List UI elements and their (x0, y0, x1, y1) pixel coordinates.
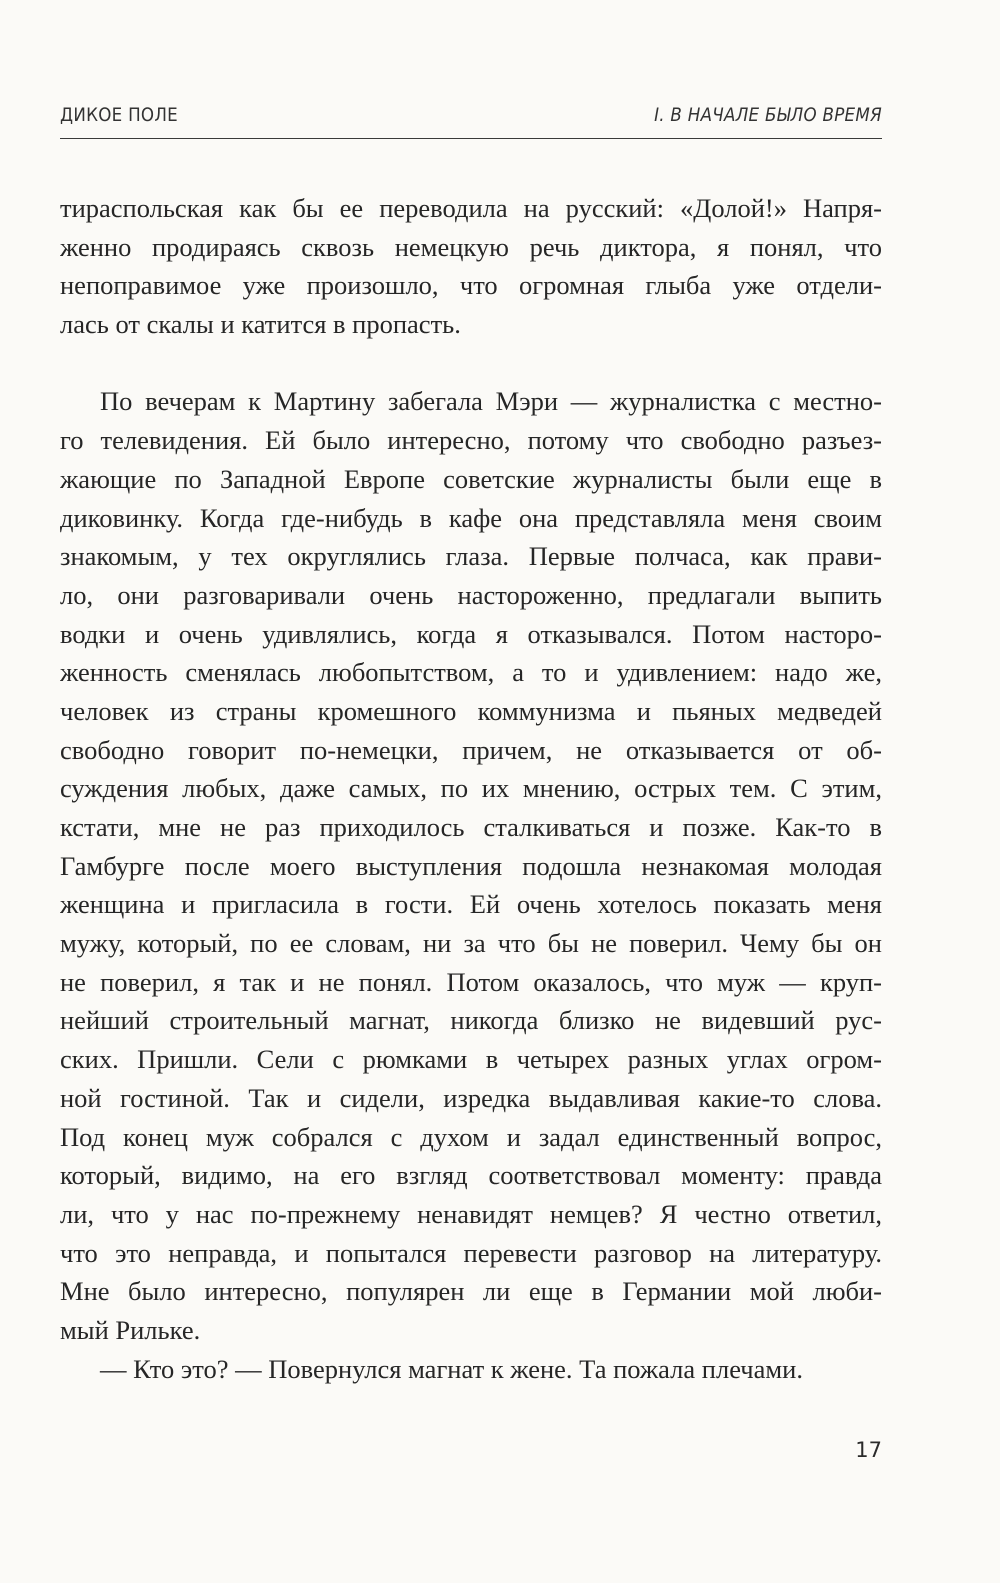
text-line: тираспольская как бы ее переводила на русский: «Долой!» Напря- (60, 193, 882, 223)
chapter-title: I. В НАЧАЛЕ БЫЛО ВРЕМЯ (654, 104, 882, 126)
text-line: женность сменялась любопытством, а то и удивлением: надо же, (60, 657, 882, 688)
text-line: го телевидения. Ей было интересно, потому что свободно разъез- (60, 425, 882, 456)
text-line: мый Рильке. (60, 1314, 201, 1345)
text-line: не поверил, я так и не понял. Потом оказалось, что муж — круп- (60, 966, 882, 997)
text-line: нейший строительный магнат, никогда близко не видевший рус- (60, 1005, 882, 1036)
text-line: мужу, который, по ее словам, ни за что бы не поверил. Чему бы он (60, 928, 882, 959)
text-line: что это неправда, и попытался перевести разговор на литературу. (60, 1237, 882, 1268)
dialogue-line: — Кто это? — Повернулся магнат к жене. Та пожала плечами. (100, 1353, 803, 1384)
text-line: непоправимое уже произошло, что огромная глыба уже отдели- (60, 270, 882, 301)
text-line: Мне было интересно, популярен ли еще в Германии мой люби- (60, 1276, 882, 1307)
text-line: По вечерам к Мартину забегала Мэри — журналистка с местно- (100, 386, 882, 417)
text-line: человек из страны кромешного коммунизма и пьяных медведей (60, 695, 882, 726)
header-rule (60, 138, 882, 139)
page-number: 17 (855, 1438, 882, 1462)
body-text (60, 189, 882, 1388)
text-line: женщина и пригласила в гости. Ей очень хотелось показать меня (60, 889, 882, 920)
running-head (60, 104, 882, 134)
text-line: жающие по Западной Европе советские журналисты были еще в (60, 463, 882, 494)
text-line: ной гостиной. Так и сидели, изредка выдавливая какие-то слова. (60, 1082, 882, 1113)
text-line: знакомым, у тех округлялись глаза. Первые полчаса, как прави- (60, 541, 882, 572)
text-line: кстати, мне не раз приходилось сталкиваться и позже. Как-то в (60, 812, 882, 842)
book-title: ДИКОЕ ПОЛЕ (60, 104, 179, 126)
text-line: водки и очень удивлялись, когда я отказывался. Потом насторо- (60, 618, 882, 649)
text-line: ло, они разговаривали очень настороженно, предлагали выпить (60, 579, 882, 610)
text-line: суждения любых, даже самых, по их мнению, острых тем. С этим, (60, 773, 882, 804)
text-line: диковинку. Когда где-нибудь в кафе она представляла меня своим (60, 502, 882, 533)
text-line: свободно говорит по-немецки, причем, не отказывается от об- (60, 734, 882, 765)
text-line: который, видимо, на его взгляд соответствовал моменту: правда (60, 1160, 882, 1191)
text-line: Гамбурге после моего выступления подошла незнакомая молодая (60, 850, 882, 881)
text-line: Под конец муж собрался с духом и задал единственный вопрос, (60, 1121, 882, 1152)
paragraph-gap (60, 344, 882, 383)
text-line: женно продираясь сквозь немецкую речь диктора, я понял, что (60, 231, 882, 262)
text-line: ских. Пришли. Сели с рюмками в четырех разных углах огром- (60, 1044, 882, 1075)
text-line: ли, что у нас по-прежнему ненавидят немцев? Я честно ответил, (60, 1198, 882, 1229)
text-line: лась от скалы и катится в пропасть. (60, 309, 461, 340)
